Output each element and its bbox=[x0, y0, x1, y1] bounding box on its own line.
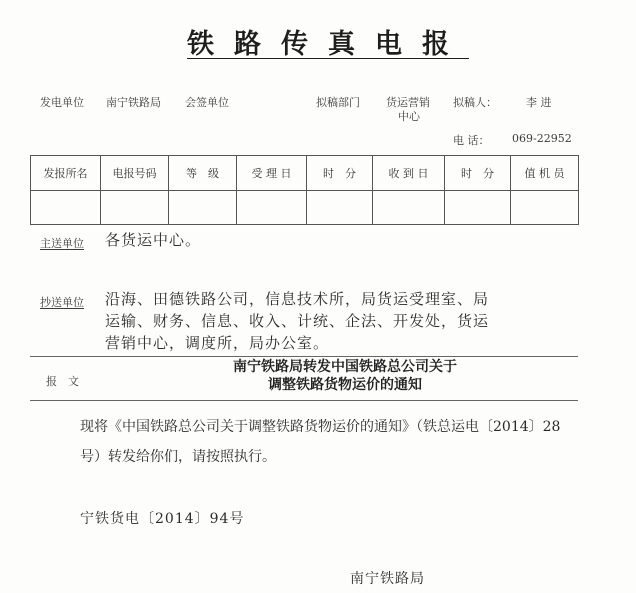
drafter-value: 李 进 bbox=[526, 96, 552, 109]
col-operator: 值 机 员 bbox=[511, 156, 579, 191]
dept-value-line1: 货运营销 bbox=[386, 96, 430, 109]
sender-label: 发电单位 bbox=[40, 96, 84, 109]
document-title: 铁路传真电报 bbox=[187, 29, 469, 60]
drafter-label: 拟稿人： bbox=[453, 96, 497, 109]
col-accepted-time: 时 分 bbox=[307, 156, 373, 191]
sender-value: 南宁铁路局 bbox=[106, 96, 161, 109]
col-received-date: 收 到 日 bbox=[373, 156, 445, 191]
table-cell bbox=[169, 191, 237, 225]
subject-line-1: 南宁铁路局转发中国铁路总公司关于 bbox=[233, 359, 457, 375]
table-cell bbox=[237, 191, 307, 225]
col-received-time: 时 分 bbox=[445, 156, 511, 191]
col-station: 发报所名 bbox=[31, 156, 101, 191]
cc-line-1: 沿海、田德铁路公司，信息技术所，局货运受理室、局 bbox=[105, 290, 490, 308]
subject-title bbox=[100, 358, 590, 394]
cc-line-2: 运输、财务、信息、收入、计统、企法、开发处，货运 bbox=[105, 312, 490, 330]
telegram-record-table bbox=[30, 155, 579, 225]
phone-value: 069-22952 bbox=[512, 132, 572, 145]
subject-divider-top bbox=[30, 356, 578, 357]
subject-divider-bottom bbox=[30, 400, 578, 401]
cosign-label: 会签单位 bbox=[185, 96, 229, 109]
table-cell bbox=[31, 191, 101, 225]
subject-label: 报 文 bbox=[46, 375, 79, 388]
dept-label: 拟稿部门 bbox=[316, 96, 360, 109]
main-recipient-label: 主送单位 bbox=[40, 237, 84, 250]
cc-line-3: 营销中心，调度所，局办公室。 bbox=[105, 334, 330, 352]
col-telegram-number: 电报号码 bbox=[101, 156, 169, 191]
table-cell bbox=[511, 191, 579, 225]
table-cell bbox=[101, 191, 169, 225]
document-number: 宁铁货电〔2014〕94号 bbox=[80, 511, 245, 527]
col-priority: 等 级 bbox=[169, 156, 237, 191]
table-cell bbox=[373, 191, 445, 225]
phone-label: 电 话： bbox=[453, 134, 490, 147]
col-accepted-date: 受 理 日 bbox=[237, 156, 307, 191]
table-cell bbox=[307, 191, 373, 225]
subject-line-2: 调整铁路货物运价的通知 bbox=[268, 377, 422, 393]
cc-recipient-label: 抄送单位 bbox=[40, 296, 84, 309]
dept-value-line2: 中心 bbox=[398, 110, 420, 123]
table-cell bbox=[445, 191, 511, 225]
main-recipient-value: 各货运中心。 bbox=[105, 231, 202, 249]
body-paragraph: 现将《中国铁路总公司关于调整铁路货物运价的通知》（铁总运电〔2014〕28号）转发给你们，请按照执行。 bbox=[80, 419, 561, 465]
signature: 南宁铁路局 bbox=[350, 571, 425, 587]
